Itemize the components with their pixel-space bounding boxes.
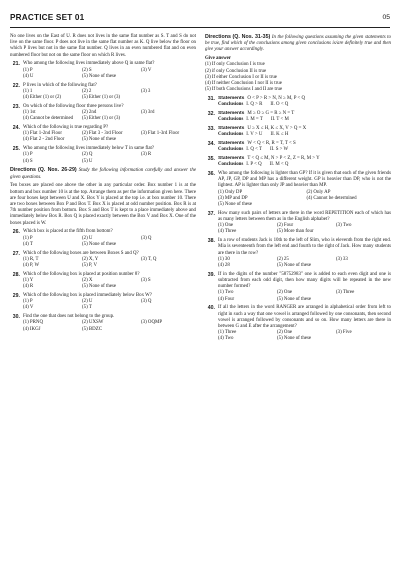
question-body [218,126,391,138]
question-number: 21. [12,61,20,68]
conclusion-one: I. M = T [246,117,263,123]
question-body [23,61,196,80]
question-number: 39. [207,271,215,278]
answer-options [23,89,196,101]
conclusion-line [218,102,391,108]
answer-option: (3) OQMP [141,320,163,326]
answer-key-block [205,56,391,93]
answer-option: (3) Two [336,223,352,229]
answer-option: (5) BDZC [82,326,102,332]
answer-option: (4) Three [218,229,237,235]
answer-option: (1) Two [218,290,234,296]
conclusion-two: II. M < Q [269,162,289,168]
question-number: 27. [12,250,20,257]
question-body [218,211,391,236]
conclusion-one: I. Q < T [246,147,262,153]
answer-options [218,290,391,302]
answer-key-item: (4) If neither Conclusion I nor II is true [205,81,282,87]
practice-set-title: PRACTICE SET 01 [10,12,85,22]
answer-option: (4) Flat 2 - 2nd Floor [23,137,65,143]
answer-option: (2) S [82,67,92,73]
question-item [205,211,391,236]
question-body [23,229,196,248]
answer-option: (1) 30 [218,256,230,262]
question-body [218,171,391,208]
answer-option: (5) None of these [277,336,312,342]
question-body [23,125,196,144]
conclusion-line [218,162,391,168]
left-column [10,34,196,335]
answer-option: (2) Four [277,223,294,229]
question-number: 25. [12,146,20,153]
answer-key-label: Give answer [205,56,231,62]
page-number: 05 [382,13,390,21]
conclusion-two: II. S > W [270,147,289,153]
question-list [205,171,391,343]
question-text: On which of the following floor three persons live? [23,103,124,109]
answer-option: (4) S [23,158,33,164]
answer-option: (5) None of these [218,202,253,208]
answer-option: (4) T [23,241,33,247]
answer-option: (4) Cannot be determined [306,195,357,201]
answer-option: (2) One [277,330,293,336]
question-body [23,314,196,333]
answer-option: (3) Q [141,299,152,305]
answer-option: (3) V [141,67,152,73]
answer-options [23,278,196,290]
conclusions-label: Conclusions [218,162,244,168]
conclusion-one: I. V > U [246,132,263,138]
answer-key-item: (5) If both Conclusions I and II are true [205,87,283,93]
conclusion-line [218,132,391,138]
directions-range: (Q. Nos. 31-35) [232,34,271,40]
answer-option: (5) U [82,158,93,164]
statement-question [205,96,391,108]
question-body [218,96,391,108]
question-number: 37. [207,210,215,217]
statement-question [205,126,391,138]
statement-question [205,156,391,168]
answer-option: (5) None of these [82,241,117,247]
statement-question-list [205,96,391,168]
statements-label: Statements [218,156,245,162]
answer-option: (1) Three [218,330,237,336]
answer-key-list [205,62,391,93]
question-item [10,293,196,312]
question-body [23,83,196,102]
question-number: 36. [207,171,215,178]
answer-key-item: (2) if only Conclusion II is true [205,68,267,74]
question-text: If all the letters in the word RANGER are arranged in alphabetical order from left to right in such a way that one vowel is arranged followed by one consonants, then second vowel is arranged followed by consonants and so on. How many letters are there in between G and E after the arrangement? [218,305,391,330]
question-item [10,251,196,270]
question-number: 29. [12,293,20,300]
question-text: Which box is placed at the fifth from bottom? [23,229,113,235]
directions-note: In the following questions assuming the given statements to be true, find which of the conclusions among given conclusions is/are definitely true and then give your answer accordingly. [205,35,391,53]
answer-options [218,190,391,209]
answer-option: (1) 1 [23,88,33,94]
question-number: 40. [207,305,215,312]
statement-text: M ≥ O ≥ G = R ≥ N = T [247,111,295,117]
answer-option: (2) U [82,235,93,241]
answer-options [218,330,391,342]
directions-range: (Q. Nos. 26-29) [37,167,77,174]
question-body [218,111,391,123]
question-number: 33. [207,126,215,133]
answer-option: (2) X, Y [82,256,99,262]
conclusions-label: Conclusions [218,117,244,123]
question-item [205,305,391,342]
answer-option: (2) U [82,299,93,305]
answer-option: (1) Flat 1-2nd Floor [23,131,62,137]
answer-option: (3) MP and DP [218,195,248,201]
question-number: 31. [207,96,215,103]
answer-option: (4) V [23,305,34,311]
question-text: Which of the following boxes are between Boxes S and Q? [23,250,139,256]
question-item [205,238,391,269]
answer-option: (1) 1st [23,110,36,116]
answer-option: (3) 33 [336,256,348,262]
question-number: 35. [207,156,215,163]
answer-option: (4) IKGJ [23,326,41,332]
answer-option: (3) 3rd [141,110,155,116]
answer-option: (3) Q [141,235,152,241]
puzzle-paragraph: No one lives on the East of U. R does not lives in the same flat number as S. T and S do not live on the same floor. P does not live in the same flat number as K. Q live below the floor on which P lives but not in the same flat number. Q lives in an even numbered flat and on even numbered floor but not on the same floor on which R lives. [10,34,196,58]
answer-option: (2) Q [82,152,93,158]
page-header [10,10,390,24]
question-item [10,146,196,165]
statement-question [205,111,391,123]
answer-option: (5) Either (1) or (3) [82,116,121,122]
answer-option: (1) PRNQ [23,320,43,326]
answer-options [23,68,196,80]
answer-option: (4) 28 [218,263,230,269]
question-list [10,61,196,164]
answer-option: (5) More than four [277,229,314,235]
puzzle-paragraph: Ten boxes are placed one above the other in any particular order. Box number 1 is at the bottom and box number 10 is at the top. Arrange them as per the information given here. There are four boxes kept between U and X. Box Y is placed at the top i.e. at box number 10. There are two boxes between Box P and Box T. Box X is placed at odd number position. Box R is at 7th number position from bottom. Box S and Box T is kept to a place immediately above and immediately below Box R. Box Q is placed exactly between the Box V and Box X. One of the boxes placed is W. [10,183,196,226]
answer-option: (3) R [141,152,152,158]
question-number: 23. [12,103,20,110]
question-text: Which of the following box is placed immediately below Box W? [23,293,152,299]
answer-option: (4) Two [218,336,234,342]
answer-option: (3) S [141,278,151,284]
question-item [10,314,196,333]
header-divider [10,27,390,28]
answer-option: (2) UXSW [82,320,104,326]
directions-heading: Directions [10,167,36,174]
question-text: Which of the following box is placed at position number 8? [23,271,140,277]
answer-option: (5) None of these [277,263,312,269]
answer-option: (4) P, W [23,263,40,269]
answer-option: (1) One [218,223,234,229]
answer-options [23,299,196,311]
answer-key-item: (3) If either Conclusion I or II is true [205,74,277,80]
question-text: How many such pairs of letters are there in the word REPETITION each of which has as many letters between them as in the English alphabet? [218,210,391,223]
question-body [23,293,196,312]
answer-option: (1) P [23,235,33,241]
statement-text: T < Q ≤ M, N > P < Z, Z = R, M > Y [247,156,320,162]
question-body [218,238,391,269]
answer-option: (5) None of these [82,284,117,290]
question-text: Which of the following is true regarding P? [23,125,109,131]
question-body [23,272,196,291]
conclusion-one: I. P < Q [246,162,262,168]
answer-option: (4) R [23,284,34,290]
question-text: Who among the following is lighter than GP? If it is given that each of the given friends AP, JP, GP, DP and MP has a different weight. GP is heavier than DP, who is not the lightest. AP is lighter than only JP and heavier than MP. [218,171,391,189]
answer-option: (2) 25 [277,256,289,262]
question-text: Who among the following lives immediately above Q in same flat? [23,61,155,67]
answer-option: (1) R, T [23,256,39,262]
question-body [218,305,391,342]
answer-option: (3) Five [336,330,352,336]
answer-option: (4) Either (1) or (2) [23,95,62,101]
conclusions-label: Conclusions [218,102,244,108]
question-number: 24. [12,125,20,132]
answer-option: (5) None of these [82,137,117,143]
conclusion-one: I. Q > R [246,102,263,108]
answer-options [23,236,196,248]
answer-option: (2) 2nd [82,110,97,116]
question-body [23,251,196,270]
question-text: In a row of students Jack is 10th to the left of Slim, who is eleventh from the right end. Mia is seventeenth from the left end and fourth to the right of Jack. How many students are there in the row? [218,238,391,256]
statements-label: Statements [218,141,245,147]
answer-option: (1) Y [23,278,34,284]
question-item [10,104,196,123]
answer-option: (2) X [82,278,93,284]
conclusions-label: Conclusions [218,147,244,153]
question-number: 28. [12,271,20,278]
question-text: Who among the following lives immediately below T in same flat? [23,146,155,152]
question-body [218,156,391,168]
directions-block [205,34,391,54]
conclusion-two: II. K ≤ H [270,132,289,138]
directions-block [10,167,196,180]
statement-text: W < Q < R, R = T, T < S [247,141,296,147]
answer-option: (1) P [23,67,33,73]
answer-options [23,257,196,269]
question-number: 32. [207,111,215,118]
question-text: P lives in which of the following flat? [23,82,97,88]
answer-option: (4) Four [218,296,235,302]
question-body [23,146,196,165]
answer-option: (3) 3 [141,88,151,94]
question-item [10,83,196,102]
answer-option: (3) T, Q [141,256,157,262]
answer-options [218,257,391,269]
answer-option: (5) P, V [82,263,97,269]
question-list [10,229,196,332]
answer-key-item: (1) If only Conclusion I is true [205,62,265,68]
answer-option: (2) 2 [82,88,92,94]
answer-option: (2) One [277,290,293,296]
answer-option: (5) T [82,305,92,311]
question-item [205,272,391,303]
statement-text: U ≥ X ≤ H, K ≤ X, V > Q = X [247,126,307,132]
statements-label: Statements [218,111,245,117]
answer-option: (2) Only AP [306,189,331,195]
answer-option: (5) None of these [277,296,312,302]
answer-option: (3) Three [336,290,355,296]
answer-options [23,131,196,143]
statements-label: Statements [218,126,245,132]
conclusion-two: II. O < Q [270,102,289,108]
conclusions-label: Conclusions [218,132,244,138]
question-number: 26. [12,229,20,236]
question-item [10,272,196,291]
question-number: 30. [12,314,20,321]
conclusion-line [218,147,391,153]
statement-text: O < P > R > N, N ≥ M, P < Q [247,96,306,102]
question-number: 38. [207,238,215,245]
directions-heading: Directions [205,34,231,40]
question-item [10,61,196,80]
question-text: Find the one that does not belong to the group. [23,314,115,320]
answer-option: (5) None of these [82,73,117,79]
answer-option: (1) P [23,299,33,305]
answer-option: (4) Cannot be determined [23,116,74,122]
answer-options [23,152,196,164]
question-number: 34. [207,141,215,148]
conclusion-line [218,117,391,123]
answer-option: (3) Flat 1-3rd Floor [141,131,180,137]
answer-option: (5) Either (1) or (3) [82,95,121,101]
question-body [218,272,391,303]
answer-options [218,223,391,235]
statements-label: Statements [218,96,245,102]
conclusion-two: II. T < M [270,117,289,123]
right-column [205,34,391,345]
answer-options [23,110,196,122]
question-item [10,229,196,248]
answer-option: (1) Only DP [218,189,243,195]
question-text: If in the digits of the number "58752983" one is added to each even digit and one is subtracted from each odd digit, then how many digits will be repeated in the new number formed? [218,271,391,290]
question-item [205,171,391,208]
answer-option: (4) U [23,73,34,79]
statement-question [205,141,391,153]
answer-option: (2) Flat 3 - 3rd Floor [82,131,123,137]
question-number: 22. [12,82,20,89]
question-body [23,104,196,123]
answer-options [23,320,196,332]
answer-option: (1) P [23,152,33,158]
question-item [10,125,196,144]
directions-note: Study the following information carefully and answer the given questions. [10,168,197,180]
question-body [218,141,391,153]
